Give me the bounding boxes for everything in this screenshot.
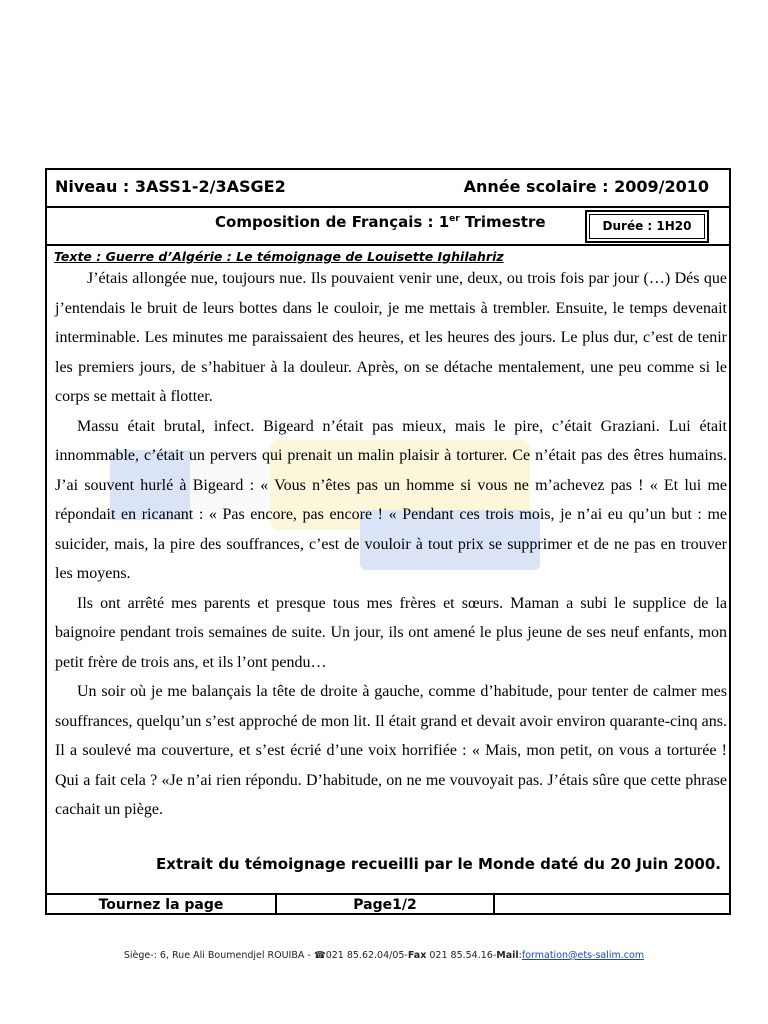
fax-label: Fax bbox=[407, 950, 427, 961]
fax-number: 021 85.54.16- bbox=[426, 950, 497, 961]
tournez-la-page-label: Tournez la page bbox=[47, 895, 277, 915]
address-footer bbox=[0, 950, 768, 961]
footer-row bbox=[47, 893, 729, 915]
annee-scolaire-label: Année scolaire : 2009/2010 bbox=[463, 177, 709, 196]
source-citation: Extrait du témoignage recueilli par le Monde daté du 20 Juin 2000. bbox=[156, 855, 721, 873]
composition-title: Composition de Français : 1er Trimestre bbox=[215, 213, 546, 231]
siege-address: Siège-: 6, Rue Ali Boumendjel ROUIBA - bbox=[123, 950, 314, 961]
paragraph: Un soir où je me balançais la tête de droite à gauche, comme d’habitude, pour tenter de calmer mes souffrances, quelqu’un s’est approché de mon lit. Il était grand et devait avoir environ quarante-cinq ans. Il a soulevé ma couverture, et s’est écrié d’une voix horrifiée : « Mais, mon petit, on vous a torturée ! Qui a fait cela ? «Je n’ai rien répondu. D’habitude, on ne me vouvoyait pas. J’étais sûre que cette phrase cachait un piège. bbox=[55, 683, 727, 818]
mail-label: Mail bbox=[496, 950, 519, 961]
composition-row bbox=[47, 208, 729, 246]
page-number: Page1/2 bbox=[277, 895, 495, 915]
niveau-label: Niveau : 3ASS1-2/3ASGE2 bbox=[55, 177, 286, 196]
paragraph: Ils ont arrêté mes parents et presque tous mes frères et sœurs. Maman a subi le supplice de la baignoire pendant trois semaines de suite. Un jour, ils ont amené le plus jeune de ses neuf enfants, mon petit frère de trois ans, et ils l’ont pendu… bbox=[55, 594, 727, 671]
empty-cell bbox=[495, 895, 729, 915]
mail-separator: : bbox=[518, 950, 522, 961]
testimony-text bbox=[55, 264, 727, 825]
exam-sheet bbox=[45, 168, 731, 915]
texte-title: Texte : Guerre d’Algérie : Le témoignage de Louisette Ighilahriz bbox=[54, 249, 504, 264]
header-row bbox=[47, 170, 729, 208]
phone-icon: ☎ bbox=[313, 950, 326, 961]
duree-label: Durée : 1H20 bbox=[589, 214, 705, 239]
paragraph: Massu était brutal, infect. Bigeard n’était pas mieux, mais le pire, c’était Graziani. Lui était innommable, c’était un pervers qui prenait un malin plaisir à torturer. Ce n’était pas des êtres humains. J’ai souvent hurlé à Bigeard : « Vous n’êtes pas un homme si vous ne m’achevez pas ! « Et lui me répondait en ricanant : « Pas encore, pas encore ! « Pendant ces trois mois, je n’ai eu qu’un but : me suicider, mais, la pire des souffrances, c’est de vouloir à tout prix se supprimer et de ne pas en trouver les moyens. bbox=[55, 417, 727, 582]
mail-link[interactable]: formation@ets-salim.com bbox=[521, 950, 645, 961]
phone-number: 021 85.62.04/05- bbox=[325, 950, 408, 961]
paragraph: J’étais allongée nue, toujours nue. Ils pouvaient venir une, deux, ou trois fois par jour (…) Dés que j’entendais le bruit de leurs bottes dans le couloir, je me mettais à trembler. Ensuite, le temps devenait interminable. Les minutes me paraissaient des heures, et les heures des jours. Le plus dur, c’est de tenir les premiers jours, de s’habituer à la douleur. Après, on se détache mentalement, une peu comme si le corps se mettait à flotter. bbox=[55, 270, 727, 405]
duree-box bbox=[585, 210, 709, 243]
